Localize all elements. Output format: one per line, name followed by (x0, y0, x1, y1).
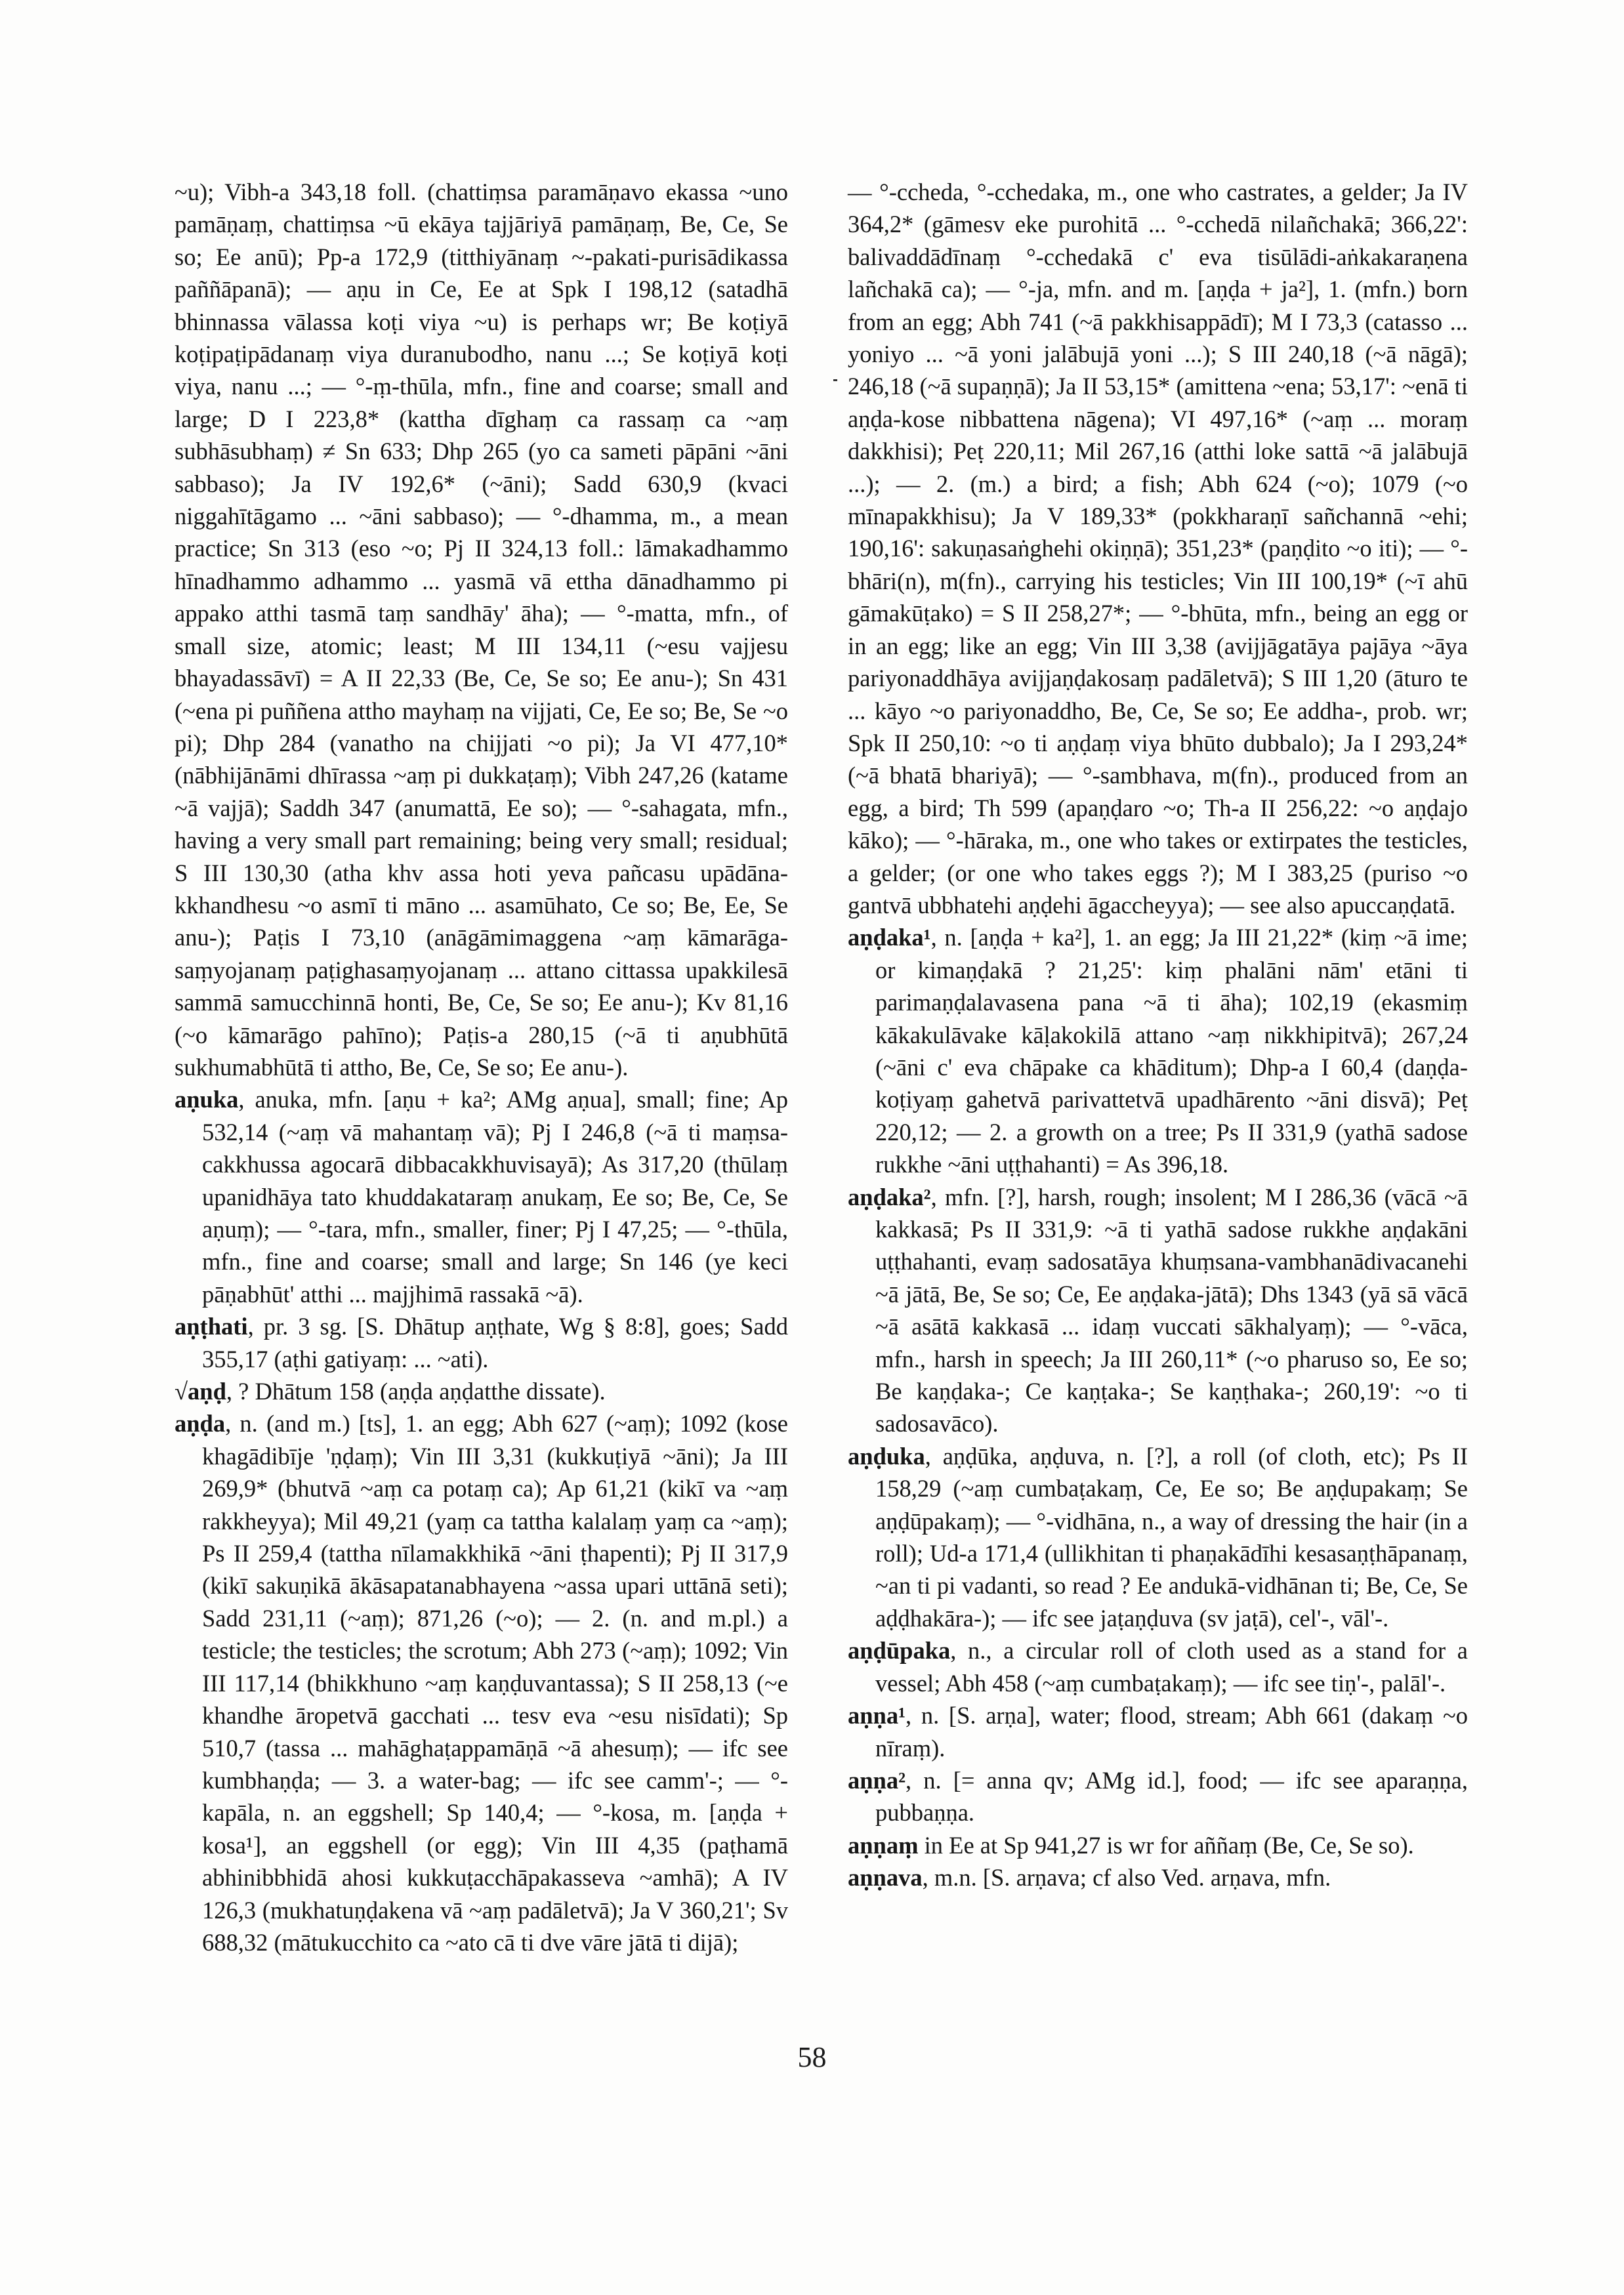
entry-anna-2: aṇṇa², n. [= anna qv; AMg id.], food; — ifc see aparaṇṇa, pubbaṇṇa. (848, 1766, 1468, 1827)
entry-anuka: aṇuka, anuka, mfn. [aṇu + ka²; AMg aṇua], small; fine; Ap 532,14 (~aṃ vā mahantaṃ vā); Pj I 246,8 (~ā ti maṃsa-cakkhussa agocarā dibbacakkhuvisayā); As 317,20 (thūlaṃ upanidhāya tato khuddakataraṃ anukaṃ, Ee so; Be, Ce, Se aṇuṃ); — °-tara, mfn., smaller, finer; Pj I 47,25; — °-thūla, mfn., fine and coarse; small and large; Sn 146 (ye keci pāṇabhūt' atthi ... majjhimā rassakā ~ā). (175, 1086, 788, 1308)
left-column (175, 176, 788, 1958)
page-number: 58 (797, 2041, 827, 2073)
entry-root-and: √aṇḍ, ? Dhātum 158 (aṇḍa aṇḍatthe dissate). (175, 1378, 606, 1405)
right-column (848, 176, 1468, 1894)
entry-annava: aṇṇava, m.n. [S. arṇava; cf also Ved. arṇava, mfn. (848, 1864, 1331, 1892)
margin-mark (833, 379, 837, 381)
entry-andaka-2: aṇḍaka², mfn. [?], harsh, rough; insolent; M I 286,36 (vācā ~ā kakkasā; Ps II 331,9: ~ā ti yathā sadose rukkhe aṇḍakāni uṭṭhahanti, evaṃ sadosatāya khuṃsana-vambhanādivacanehi ~ā jātā, Be, Se so; Ce, Ee aṇḍaka-jātā); Dhs 1343 (yā sā vācā ~ā asātā kakkasā ... idaṃ vuccati sākhalyaṃ); — °-vāca, mfn., harsh in speech; Ja III 260,11* (~o pharuso so, Ee so; Be kaṇḍaka-; Ce kaṇṭaka-; Se kaṇṭhaka-; 260,19': ~o ti sadosavāco). (848, 1183, 1468, 1437)
entry-andupaka: aṇḍūpaka, n., a circular roll of cloth used as a stand for a vessel; Abh 458 (~aṃ cumbaṭakaṃ); — ifc see tiṇ'-, palāl'-. (848, 1637, 1468, 1697)
entry-andaka-1: aṇḍaka¹, n. [aṇḍa + ka²], 1. an egg; Ja III 21,22* (kiṃ ~ā ime; or kimaṇḍakā ? 21,25': kiṃ phalāni nām' etāni ti parimaṇḍalavasena pana ~ā ti āha); 102,19 (ekasmiṃ kākakulāvake kāḷakokilā attano ~aṃ nikkhipitvā); 267,24 (~āni c' eva chāpake ca khāditum); Dhp-a I 60,4 (daṇḍa-koṭiyaṃ gahetvā parivattetvā upadhārento ~āni disvā); Peṭ 220,12; — 2. a growth on a tree; Ps II 331,9 (yathā sadose rukkhe ~āni uṭṭhahanti) = As 396,18. (848, 924, 1468, 1178)
entry-anda: aṇḍa, n. (and m.) [ts], 1. an egg; Abh 627 (~aṃ); 1092 (kose khagādibīje 'ṇḍaṃ); Vin III 3,31 (kukkuṭiyā ~āni); Ja III 269,9* (bhutvā ~aṃ ca potaṃ ca); Ap 61,21 (kikī va ~aṃ rakkheyya); Mil 49,21 (yaṃ ca tattha kalalaṃ yaṃ ca ~aṃ); Ps II 259,4 (tattha nīlamakkhikā ~āni ṭhapenti); Pj II 317,9 (kikī sakuṇikā ākāsapatanabhayena ~assa upari uttānā seti); Sadd 231,11 (~aṃ); 871,26 (~o); — 2. (n. and m.pl.) a testicle; the testicles; the scrotum; Abh 273 (~aṃ); 1092; Vin III 117,14 (bhikkhuno ~aṃ kaṇḍuvantassa); S II 258,13 (~e khandhe āropetvā gacchati ... tesv eva ~esu nisīdati); Sp 510,7 (tassa ... mahāghaṭappamāṇā ~ā ahesuṃ); — ifc see kumbhaṇḍa; — 3. a water-bag; — ifc see camm'-; — °-kapāla, n. an eggshell; Sp 140,4; — °-kosa, m. [aṇḍa + kosa¹], an eggshell (or egg); Vin III 4,35 (paṭhamā abhinibbhidā ahosi kukkuṭacchāpakasseva ~amhā); A IV 126,3 (mukhatuṇḍakena vā ~aṃ padāletvā); Ja V 360,21'; Sv 688,32 (mātukucchito ca ~ato cā ti dve vāre jātā ti dijā); (175, 1410, 788, 1956)
entry-continuation: ~u); Vibh-a 343,18 foll. (chattiṃsa paramāṇavo ekassa ~uno pamāṇaṃ, chattiṃsa ~ū ekāya tajjāriyā pamāṇaṃ, Be, Ce, Se so; Ee anū); Pp-a 172,9 (titthiyānaṃ ~-pakati-purisādikassa paññāpanā); — aṇu in Ce, Ee at Spk I 198,12 (satadhā bhinnassa vālassa koṭi viya ~u) is perhaps wr; Be koṭiyā koṭipaṭipādanaṃ viya duranubodho, nanu ...; Se koṭiyā koṭi viya, nanu ...; — °-ṃ-thūla, mfn., fine and coarse; small and large; D I 223,8* (kattha dīghaṃ ca rassaṃ ca ~aṃ subhāsubhaṃ) ≠ Sn 633; Dhp 265 (yo ca sameti pāpāni ~āni sabbaso); Ja IV 192,6* (~āni); Sadd 630,9 (kvaci niggahītāgamo ... ~āni sabbaso); — °-dhamma, m., a mean practice; Sn 313 (eso ~o; Pj II 324,13 foll.: lāmakadhammo hīnadhammo adhammo ... yasmā vā ettha dānadhammo pi appako atthi tasmā taṃ sandhāy' āha); — °-matta, mfn., of small size, atomic; least; M III 134,11 (~esu vajjesu bhayadassāvī) = A II 22,33 (Be, Ce, Se so; Ee anu-); Sn 431 (~ena pi puññena attho mayhaṃ na vijjati, Ce, Ee so; Be, Se ~o pi); Dhp 284 (vanatho na chijjati ~o pi); Ja VI 477,10* (nābhijānāmi dhīrassa ~aṃ pi dukkaṭaṃ); Vibh 247,26 (katame ~ā vajjā); Saddh 347 (anumattā, Ee so); — °-sahagata, mfn., having a very small part remaining; being very small; residual; S III 130,30 (atha khv assa hoti yeva pañcasu upādāna-kkhandhesu ~o asmī ti māno ... asamūhato, Ce so; Be, Ee, Se anu-); Paṭis I 73,10 (anāgāmimaggena ~aṃ kāmarāga-saṃyojanaṃ paṭighasaṃyojanaṃ ... attano cittassa upakkilesā sammā samucchinnā honti, Be, Ce, Se so; Ee anu-); Kv 81,16 (~o kāmarāgo pahīno); Paṭis-a 280,15 (~ā ti aṇubhūtā sukhumabhūtā ti attho, Be, Ce, Se so; Ee anu-). (175, 178, 788, 1081)
entry-anthati: aṇṭhati, pr. 3 sg. [S. Dhātup aṇṭhate, Wg § 8:8], goes; Sadd 355,17 (aṭhi gatiyaṃ: ... ~ati). (175, 1313, 788, 1373)
entry-annam: aṇṇaṃ in Ee at Sp 941,27 is wr for aññaṃ (Be, Ce, Se so). (848, 1831, 1414, 1859)
entry-anduka: aṇḍuka, aṇḍūka, aṇḍuva, n. [?], a roll (of cloth, etc); Ps II 158,29 (~aṃ cumbaṭakaṃ, Ce, Ee so; Be aṇḍupakaṃ; Se aṇḍūpakaṃ); — °-vidhāna, n., a way of dressing the hair (in a roll); Ud-a 171,4 (ullikhitan ti phaṇakādīhi kesasaṇṭhāpanaṃ, ~an ti pi vadanti, so read ? Ee andukā-vidhānan ti; Be, Ce, Se aḍḍhakāra-); — ifc see jaṭaṇḍuva (sv jaṭā), cel'-, vāl'-. (848, 1442, 1468, 1632)
entry-anda-continuation: — °-ccheda, °-cchedaka, m., one who castrates, a gelder; Ja IV 364,2* (gāmesv eke purohitā ... °-cchedā nilañchakā; 366,22': balivaddādīnaṃ °-cchedakā c' eva tisūlādi-aṅkakaraṇena lañchakā ca); — °-ja, mfn. and m. [aṇḍa + ja²], 1. (mfn.) born from an egg; Abh 741 (~ā pakkhisappādī); M I 73,3 (catasso ... yoniyo ... ~ā yoni jalābujā yoni ...); S III 240,18 (~ā nāgā); 246,18 (~ā supaṇṇā); Ja II 53,15* (amittena ~ena; 53,17': ~enā ti aṇḍa-kose nibbattena nāgena); VI 497,16* (~aṃ ... moraṃ dakkhisi); Peṭ 220,11; Mil 267,16 (atthi loke sattā ~ā jalābujā ...); — 2. (m.) a bird; a fish; Abh 624 (~o); 1079 (~o mīnapakkhisu); Ja V 189,33* (pokkharaṇī sañchannā ~ehi; 190,16': sakuṇasaṅghehi okiṇṇā); 351,23* (paṇḍito ~o iti); — °-bhāri(n), m(fn)., carrying his testicles; Vin III 100,19* (~ī ahū gāmakūṭako) = S II 258,27*; — °-bhūta, mfn., being an egg or in an egg; like an egg; Vin III 3,38 (avijjāgatāya pajāya ~āya pariyonaddhāya avijjaṇḍakosaṃ padāletvā); S III 1,20 (āturo te ... kāyo ~o pariyonaddho, Be, Ce, Se so; Ee addha-, prob. wr; Spk II 250,10: ~o ti aṇḍaṃ viya bhūto dubbalo); Ja I 293,24* (~ā bhatā bhariyā); — °-sambhava, m(fn)., produced from an egg, a bird; Th 599 (apaṇḍaro ~o; Th-a II 256,22: ~o aṇḍajo kāko); — °-hāraka, m., one who takes or extirpates the testicles, a gelder; (or one who takes eggs ?); M I 383,25 (puriso ~o gantvā ubbhatehi aṇḍehi āgaccheyya); — see also apuccaṇḍatā. (848, 178, 1468, 919)
entry-anna-1: aṇṇa¹, n. [S. arṇa], water; flood, stream; Abh 661 (dakaṃ ~o nīraṃ). (848, 1702, 1468, 1762)
